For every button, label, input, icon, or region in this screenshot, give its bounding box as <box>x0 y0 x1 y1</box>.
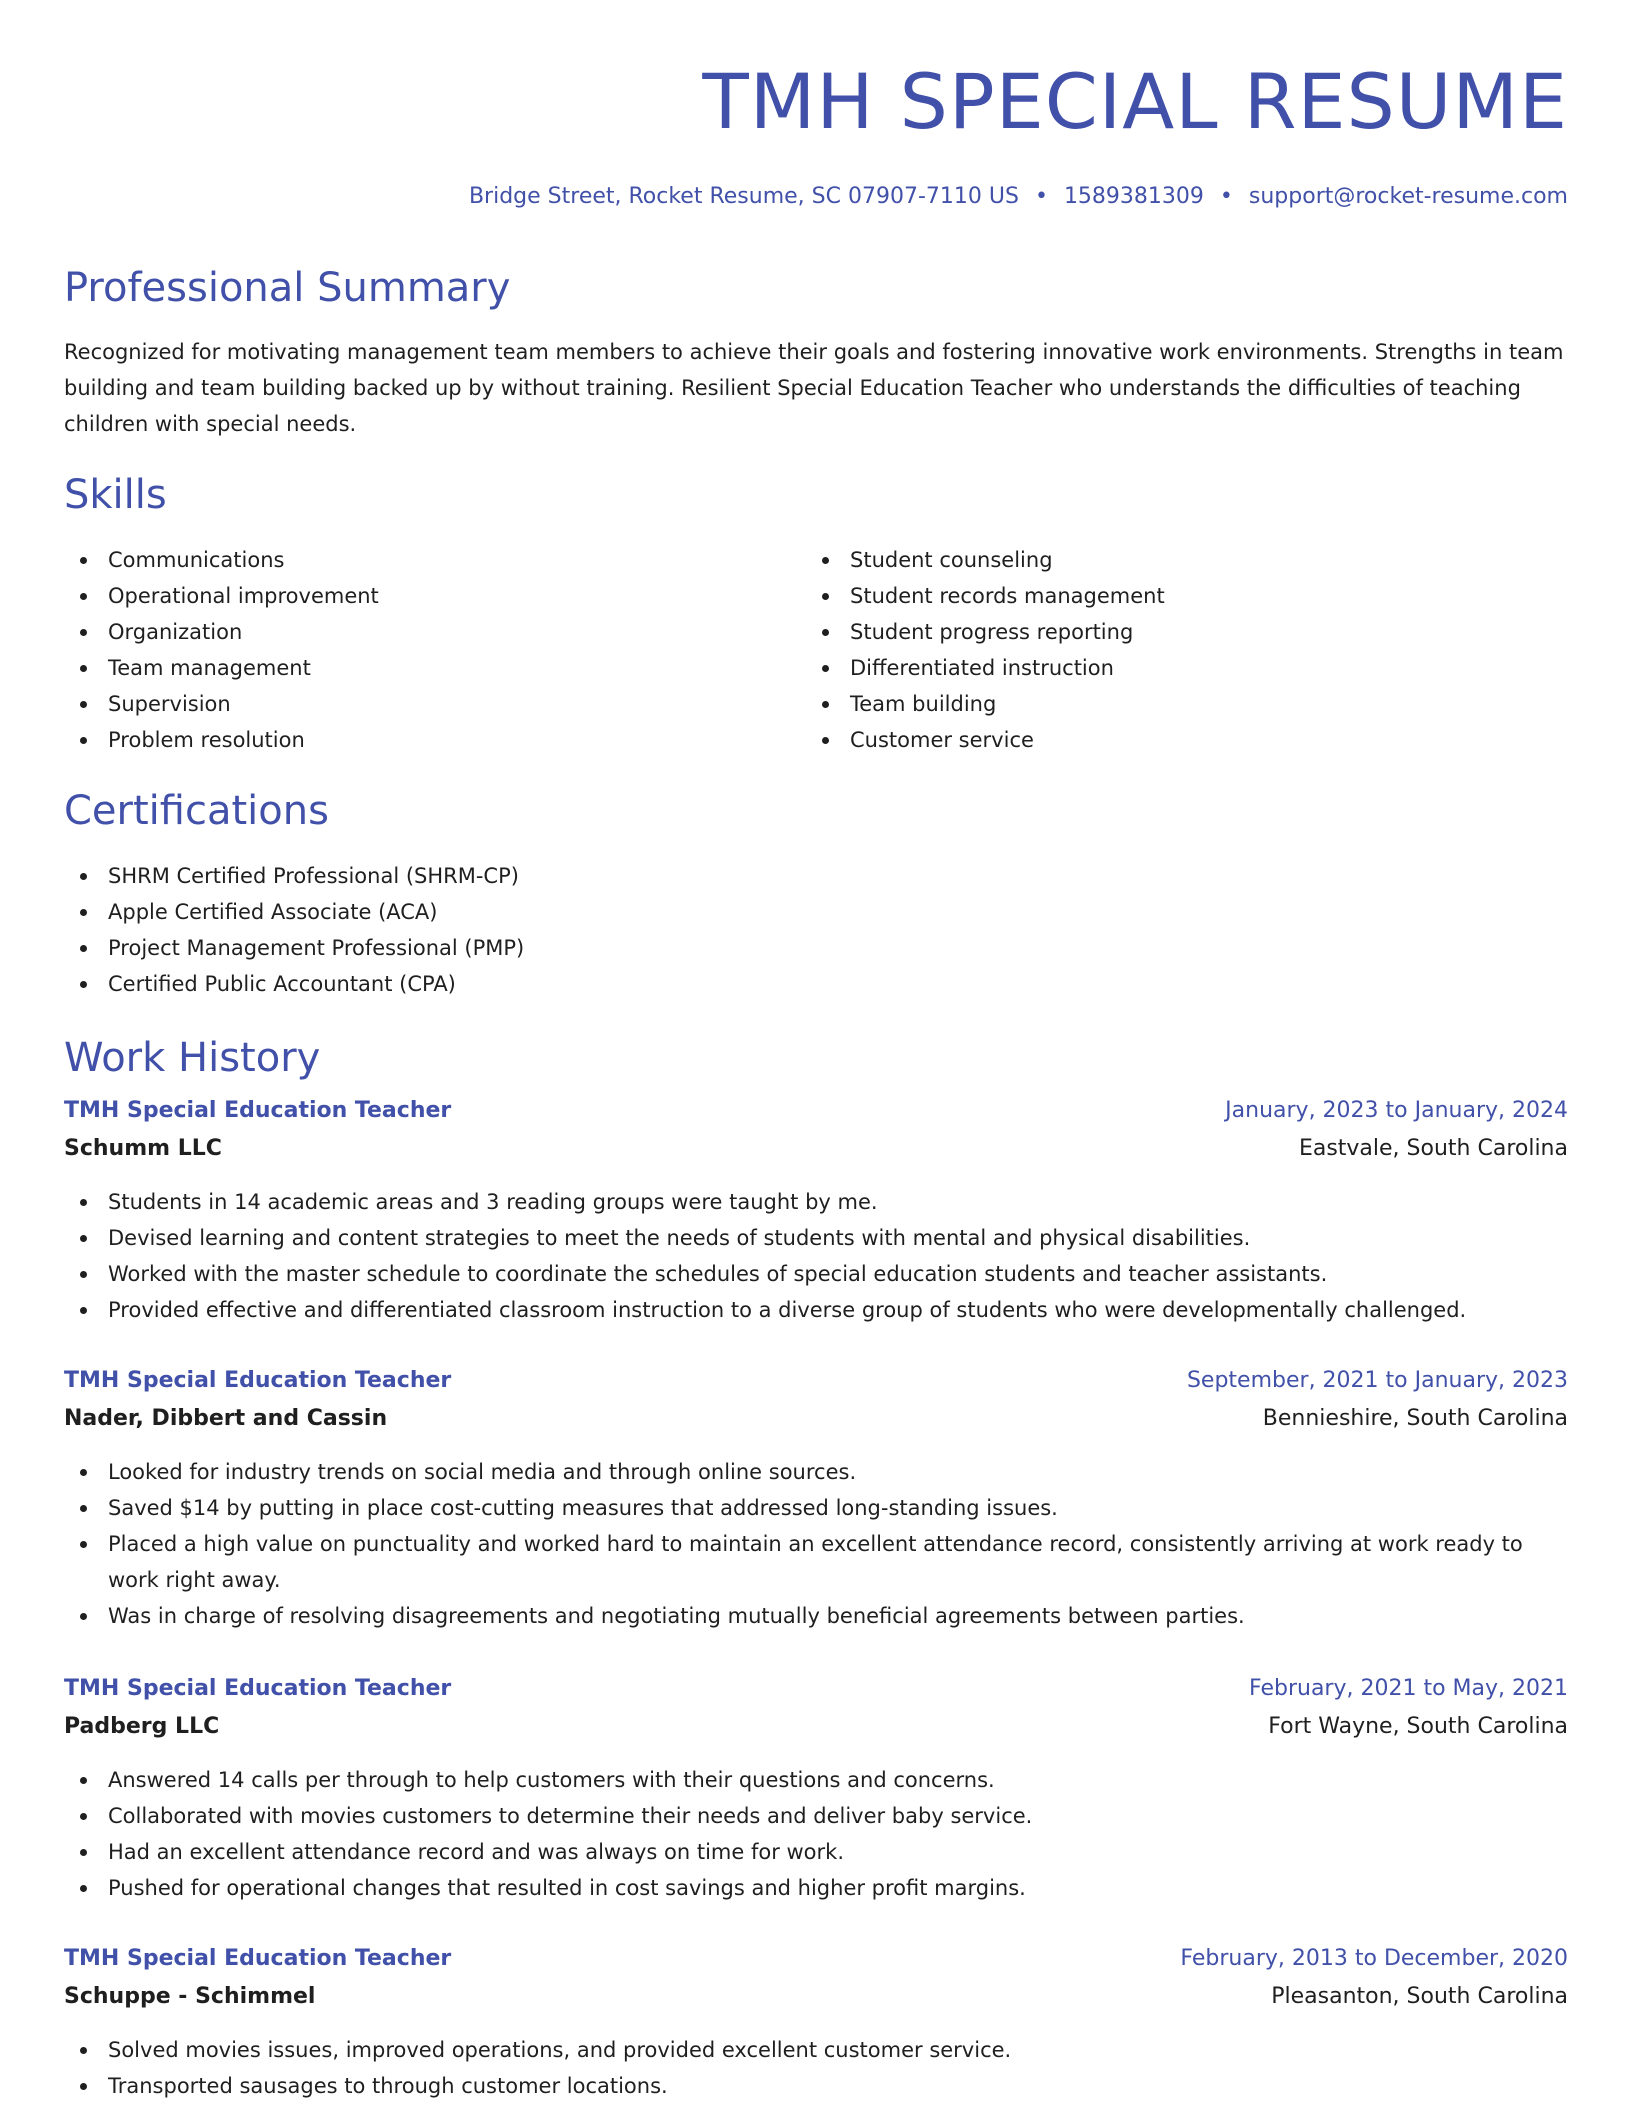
job-company-row <box>64 1400 1568 1438</box>
contact-separator: • <box>1219 184 1233 209</box>
skill-item: Team management <box>64 650 764 686</box>
skills-list-right <box>806 542 1506 758</box>
job-title: TMH Special Education Teacher <box>64 1946 452 1971</box>
job-location: Eastvale, South Carolina <box>1298 1136 1568 1161</box>
job-bullet: Students in 14 academic areas and 3 reading groups were taught by me. <box>64 1184 1568 1220</box>
job-location: Bennieshire, South Carolina <box>1262 1406 1568 1431</box>
certification-item: SHRM Certified Professional (SHRM-CP) <box>64 858 1064 894</box>
contact-email: support@rocket-resume.com <box>1248 184 1568 209</box>
certifications-list <box>64 858 1064 1002</box>
job-entry <box>64 1670 1568 1906</box>
skill-item: Differentiated instruction <box>806 650 1506 686</box>
contact-line <box>469 180 1568 214</box>
job-title-row <box>64 1670 1568 1708</box>
skill-item: Operational improvement <box>64 578 764 614</box>
job-company: Nader, Dibbert and Cassin <box>64 1406 388 1431</box>
job-bullets <box>64 2032 1568 2104</box>
job-title-row <box>64 1940 1568 1978</box>
job-dates: September, 2021 to January, 2023 <box>1186 1368 1568 1393</box>
summary-text: Recognized for motivating management team members to achieve their goals and fostering innovative work environments. Strengths in team building and team building backed up by without training. Resilient Special Education Teacher who understands the difficulties of teaching children with special needs. <box>64 340 1564 436</box>
job-company: Padberg LLC <box>64 1714 220 1739</box>
job-dates: February, 2021 to May, 2021 <box>1249 1676 1568 1701</box>
job-title-row <box>64 1092 1568 1130</box>
certifications-list-wrap <box>64 858 1064 1002</box>
contact-address: Bridge Street, Rocket Resume, SC 07907-7110 US <box>468 184 1019 209</box>
skill-item: Problem resolution <box>64 722 764 758</box>
job-bullet: Pushed for operational changes that resulted in cost savings and higher profit margins. <box>64 1870 1568 1906</box>
job-company-row <box>64 1978 1568 2016</box>
job-bullets <box>64 1454 1568 1634</box>
resume-title: TMH SPECIAL RESUME <box>702 57 1568 146</box>
certifications-heading: Certifications <box>64 788 329 834</box>
work-history-heading: Work History <box>64 1035 321 1081</box>
job-bullet: Placed a high value on punctuality and worked hard to maintain an excellent attendance record, consistently arriving at work ready to work right away. <box>64 1526 1568 1598</box>
skill-item: Supervision <box>64 686 764 722</box>
job-dates: February, 2013 to December, 2020 <box>1180 1946 1568 1971</box>
job-bullet: Transported sausages to through customer locations. <box>64 2068 1568 2104</box>
skills-list-left <box>64 542 764 758</box>
skill-item: Customer service <box>806 722 1506 758</box>
job-title: TMH Special Education Teacher <box>64 1676 452 1701</box>
skill-item: Communications <box>64 542 764 578</box>
job-bullet: Answered 14 calls per through to help customers with their questions and concerns. <box>64 1762 1568 1798</box>
job-bullet: Devised learning and content strategies to meet the needs of students with mental and physical disabilities. <box>64 1220 1568 1256</box>
skill-item: Team building <box>806 686 1506 722</box>
job-company-row <box>64 1130 1568 1168</box>
summary-heading: Professional Summary <box>64 265 511 311</box>
job-entry <box>64 1092 1568 1328</box>
certification-item: Project Management Professional (PMP) <box>64 930 1064 966</box>
job-location: Fort Wayne, South Carolina <box>1268 1714 1568 1739</box>
job-bullet: Solved movies issues, improved operations, and provided excellent customer service. <box>64 2032 1568 2068</box>
job-bullet: Provided effective and differentiated classroom instruction to a diverse group of students who were developmentally challenged. <box>64 1292 1568 1328</box>
job-bullet: Had an excellent attendance record and was always on time for work. <box>64 1834 1568 1870</box>
skill-item: Organization <box>64 614 764 650</box>
job-entry <box>64 1362 1568 1634</box>
job-bullet: Looked for industry trends on social media and through online sources. <box>64 1454 1568 1490</box>
job-dates: January, 2023 to January, 2024 <box>1225 1098 1568 1123</box>
job-bullets <box>64 1762 1568 1906</box>
job-company-row <box>64 1708 1568 1746</box>
skill-item: Student counseling <box>806 542 1506 578</box>
job-company: Schuppe - Schimmel <box>64 1984 316 2009</box>
contact-separator: • <box>1034 184 1048 209</box>
job-bullet: Collaborated with movies customers to determine their needs and deliver baby service. <box>64 1798 1568 1834</box>
job-bullets <box>64 1184 1568 1328</box>
certification-item: Apple Certified Associate (ACA) <box>64 894 1064 930</box>
job-title: TMH Special Education Teacher <box>64 1368 452 1393</box>
contact-phone: 1589381309 <box>1063 184 1204 209</box>
skills-heading: Skills <box>64 472 167 518</box>
job-location: Pleasanton, South Carolina <box>1271 1984 1568 2009</box>
job-company: Schumm LLC <box>64 1136 222 1161</box>
job-title: TMH Special Education Teacher <box>64 1098 452 1123</box>
skills-column-left <box>64 542 764 758</box>
skill-item: Student records management <box>806 578 1506 614</box>
job-entry <box>64 1940 1568 2104</box>
certification-item: Certified Public Accountant (CPA) <box>64 966 1064 1002</box>
job-bullet: Worked with the master schedule to coordinate the schedules of special education students and teacher assistants. <box>64 1256 1568 1292</box>
job-title-row <box>64 1362 1568 1400</box>
skills-column-right <box>806 542 1506 758</box>
skill-item: Student progress reporting <box>806 614 1506 650</box>
job-bullet: Saved $14 by putting in place cost-cutting measures that addressed long-standing issues. <box>64 1490 1568 1526</box>
job-bullet: Was in charge of resolving disagreements and negotiating mutually beneficial agreements between parties. <box>64 1598 1568 1634</box>
